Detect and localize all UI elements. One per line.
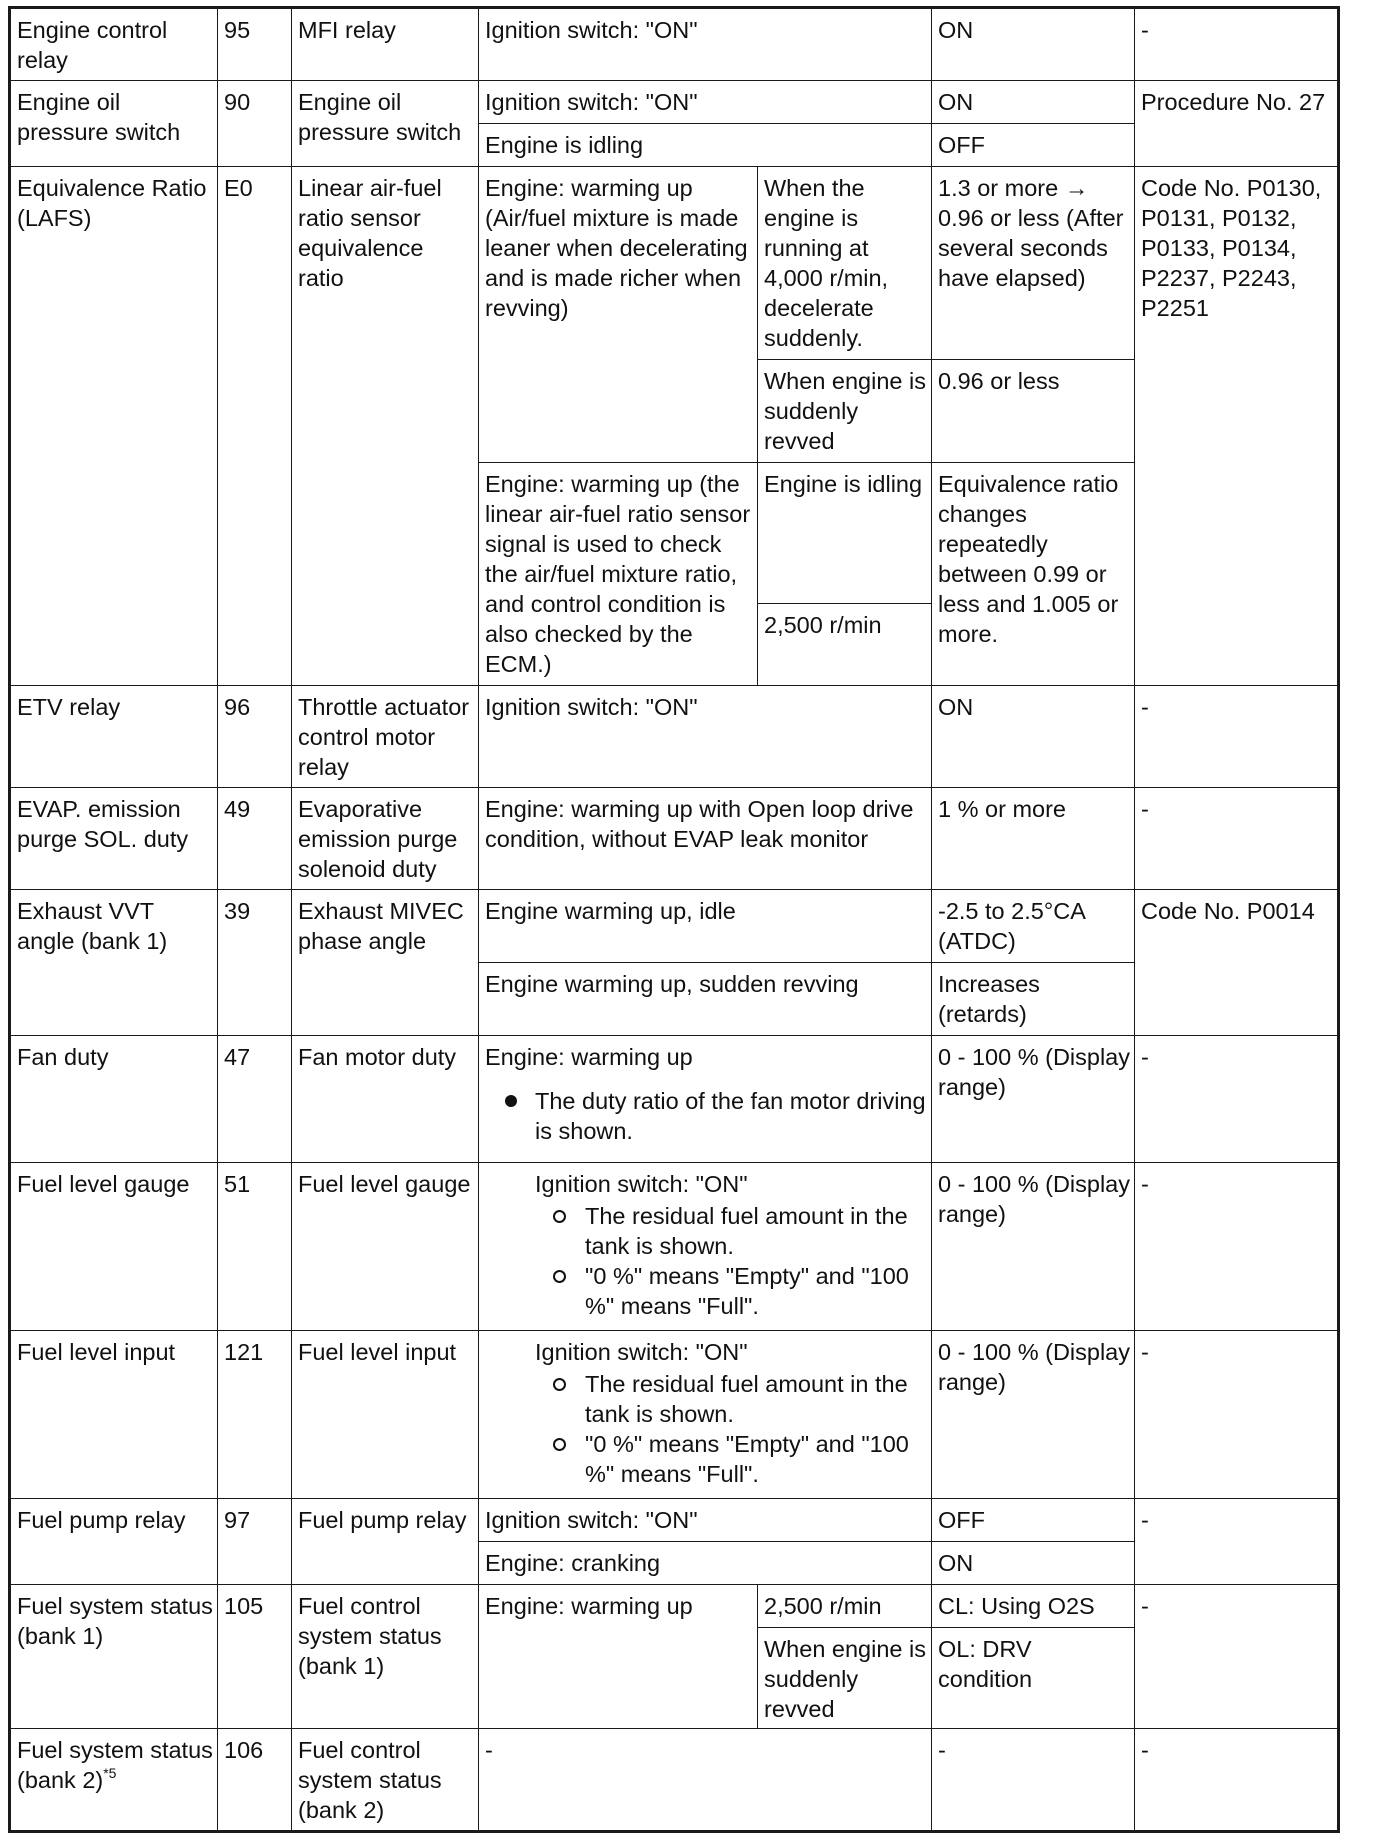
table-row xyxy=(10,890,1339,963)
list-item xyxy=(553,1429,927,1489)
table-row xyxy=(10,1331,1339,1499)
item-name-cell: Fuel pump relay xyxy=(292,1499,479,1585)
item-name-cell: Linear air-fuel ratio sensor equivalence ratio xyxy=(292,167,479,686)
item-cell: ETV relay xyxy=(10,686,218,788)
data-list-table xyxy=(8,6,1340,1833)
item-no-cell: 105 xyxy=(218,1585,292,1729)
normal-value-cell: 0 - 100 % (Display range) xyxy=(932,1036,1135,1163)
item-cell: Fan duty xyxy=(10,1036,218,1163)
normal-value-cell: OFF xyxy=(932,1499,1135,1542)
inspection-procedure-cell: Code No. P0014 xyxy=(1135,890,1339,1036)
sub-condition-cell: When engine is suddenly revved xyxy=(758,1628,932,1729)
item-name-cell: Throttle actuator control motor relay xyxy=(292,686,479,788)
table-row xyxy=(10,788,1339,890)
check-condition-cell xyxy=(479,1036,932,1163)
ring-bullet-icon xyxy=(553,1378,566,1391)
item-no-cell: E0 xyxy=(218,167,292,686)
normal-value-cell: 1 % or more xyxy=(932,788,1135,890)
item-name-cell: MFI relay xyxy=(292,8,479,81)
item-no-cell: 49 xyxy=(218,788,292,890)
item-name-cell: Fan motor duty xyxy=(292,1036,479,1163)
normal-value-cell: OFF xyxy=(932,124,1135,167)
inspection-procedure-cell: - xyxy=(1135,686,1339,788)
item-name-cell: Evaporative emission purge solenoid duty xyxy=(292,788,479,890)
ring-bullet-icon xyxy=(553,1210,566,1223)
table-row xyxy=(10,1585,1339,1628)
condition-notes xyxy=(485,1201,927,1321)
item-cell: Exhaust VVT angle (bank 1) xyxy=(10,890,218,1036)
inspection-procedure-cell: - xyxy=(1135,1585,1339,1729)
check-condition-cell: Engine: warming up (Air/fuel mixture is made leaner when decelerating and is made richer when revving) xyxy=(479,167,758,463)
inspection-procedure-cell: - xyxy=(1135,1331,1339,1499)
item-name-cell: Fuel level gauge xyxy=(292,1163,479,1331)
sub-condition-cell: When engine is suddenly revved xyxy=(758,360,932,463)
item-name-cell: Engine oil pressure switch xyxy=(292,81,479,167)
inspection-procedure-cell: - xyxy=(1135,1729,1339,1832)
item-no-cell: 47 xyxy=(218,1036,292,1163)
item-cell xyxy=(10,1729,218,1832)
table-row xyxy=(10,1163,1339,1331)
normal-value-cell: 0 - 100 % (Display range) xyxy=(932,1163,1135,1331)
normal-value-cell: ON xyxy=(932,1542,1135,1585)
bullet-text: The duty ratio of the fan motor driving is shown. xyxy=(535,1088,926,1144)
table-row xyxy=(10,686,1339,788)
inspection-procedure-cell: - xyxy=(1135,1499,1339,1585)
sub-condition-cell: Engine is idling xyxy=(758,463,932,604)
inspection-procedure-cell: Code No. P0130, P0131, P0132, P0133, P0134, P2237, P2243, P2251 xyxy=(1135,167,1339,686)
table-row xyxy=(10,1729,1339,1832)
bullet-dot-icon xyxy=(505,1095,517,1107)
list-item xyxy=(553,1369,927,1429)
normal-value-cell: ON xyxy=(932,81,1135,124)
normal-value-cell: 0.96 or less xyxy=(932,360,1135,463)
item-name-cell: Exhaust MIVEC phase angle xyxy=(292,890,479,1036)
item-no-cell: 39 xyxy=(218,890,292,1036)
table-row xyxy=(10,8,1339,81)
check-condition-cell: Ignition switch: "ON" xyxy=(479,686,932,788)
table-row xyxy=(10,1499,1339,1542)
condition-notes xyxy=(485,1369,927,1489)
table-row xyxy=(10,81,1339,124)
item-cell: EVAP. emission purge SOL. duty xyxy=(10,788,218,890)
check-condition-cell: Ignition switch: "ON" xyxy=(479,1499,932,1542)
item-name-cell: Fuel control system status (bank 2) xyxy=(292,1729,479,1832)
normal-value-cell: - xyxy=(932,1729,1135,1832)
item-name-cell: Fuel control system status (bank 1) xyxy=(292,1585,479,1729)
note-text: "0 %" means "Empty" and "100 %" means "Full". xyxy=(585,1263,909,1319)
list-item xyxy=(553,1261,927,1321)
normal-value-cell: 1.3 or more → 0.96 or less (After several seconds have elapsed) xyxy=(932,167,1135,360)
footnote-marker: *5 xyxy=(103,1765,117,1781)
condition-text: Engine: warming up xyxy=(485,1044,693,1070)
normal-value-cell: ON xyxy=(932,686,1135,788)
condition-text: Ignition switch: "ON" xyxy=(535,1171,748,1197)
item-cell: Engine oil pressure switch xyxy=(10,81,218,167)
item-no-cell: 97 xyxy=(218,1499,292,1585)
inspection-procedure-cell: - xyxy=(1135,1036,1339,1163)
check-condition-cell: Engine: cranking xyxy=(479,1542,932,1585)
normal-value-cell: ON xyxy=(932,8,1135,81)
item-cell: Equivalence Ratio (LAFS) xyxy=(10,167,218,686)
item-text: Fuel system status (bank 2) xyxy=(17,1737,213,1793)
item-cell: Fuel pump relay xyxy=(10,1499,218,1585)
item-no-cell: 95 xyxy=(218,8,292,81)
inspection-procedure-cell: Procedure No. 27 xyxy=(1135,81,1339,167)
condition-text: Ignition switch: "ON" xyxy=(535,1339,748,1365)
check-condition-cell: Engine: warming up with Open loop drive condition, without EVAP leak monitor xyxy=(479,788,932,890)
sub-condition-cell: 2,500 r/min xyxy=(758,1585,932,1628)
item-cell: Fuel level input xyxy=(10,1331,218,1499)
note-text: "0 %" means "Empty" and "100 %" means "Full". xyxy=(585,1431,909,1487)
check-condition-cell: Ignition switch: "ON" xyxy=(479,8,932,81)
normal-value-cell: Equivalence ratio changes repeatedly between 0.99 or less and 1.005 or more. xyxy=(932,463,1135,686)
check-condition-cell: Engine: warming up xyxy=(479,1585,758,1729)
check-condition-cell: Engine warming up, idle xyxy=(479,890,932,963)
check-condition-cell: Engine: warming up (the linear air-fuel ratio sensor signal is used to check the air/fuel mixture ratio, and control condition is also checked by the ECM.) xyxy=(479,463,758,686)
table-row xyxy=(10,167,1339,360)
data-list-sheet xyxy=(8,6,1337,1833)
inspection-procedure-cell: - xyxy=(1135,1163,1339,1331)
sub-condition-cell: 2,500 r/min xyxy=(758,604,932,686)
table-row xyxy=(10,1036,1339,1163)
item-cell: Fuel system status (bank 1) xyxy=(10,1585,218,1729)
normal-value-cell: 0 - 100 % (Display range) xyxy=(932,1331,1135,1499)
inspection-procedure-cell: - xyxy=(1135,8,1339,81)
note-text: The residual fuel amount in the tank is shown. xyxy=(585,1371,908,1427)
check-condition-cell xyxy=(479,1331,932,1499)
item-no-cell: 51 xyxy=(218,1163,292,1331)
normal-value-cell: -2.5 to 2.5°CA (ATDC) xyxy=(932,890,1135,963)
check-condition-cell: Ignition switch: "ON" xyxy=(479,81,932,124)
ring-bullet-icon xyxy=(553,1438,566,1451)
sub-condition-cell: When the engine is running at 4,000 r/min, decelerate suddenly. xyxy=(758,167,932,360)
note-text: The residual fuel amount in the tank is shown. xyxy=(585,1203,908,1259)
check-condition-cell: Engine warming up, sudden revving xyxy=(479,963,932,1036)
normal-value-cell: CL: Using O2S xyxy=(932,1585,1135,1628)
list-item xyxy=(553,1201,927,1261)
condition-bullets xyxy=(485,1086,927,1146)
item-no-cell: 121 xyxy=(218,1331,292,1499)
check-condition-cell: Engine is idling xyxy=(479,124,932,167)
item-no-cell: 90 xyxy=(218,81,292,167)
inspection-procedure-cell: - xyxy=(1135,788,1339,890)
normal-value-cell: OL: DRV condition xyxy=(932,1628,1135,1729)
ring-bullet-icon xyxy=(553,1270,566,1283)
normal-value-cell: Increases (retards) xyxy=(932,963,1135,1036)
check-condition-cell: - xyxy=(479,1729,932,1832)
item-no-cell: 106 xyxy=(218,1729,292,1832)
item-cell: Fuel level gauge xyxy=(10,1163,218,1331)
item-no-cell: 96 xyxy=(218,686,292,788)
item-cell: Engine control relay xyxy=(10,8,218,81)
item-name-cell: Fuel level input xyxy=(292,1331,479,1499)
check-condition-cell xyxy=(479,1163,932,1331)
list-item xyxy=(505,1086,927,1146)
